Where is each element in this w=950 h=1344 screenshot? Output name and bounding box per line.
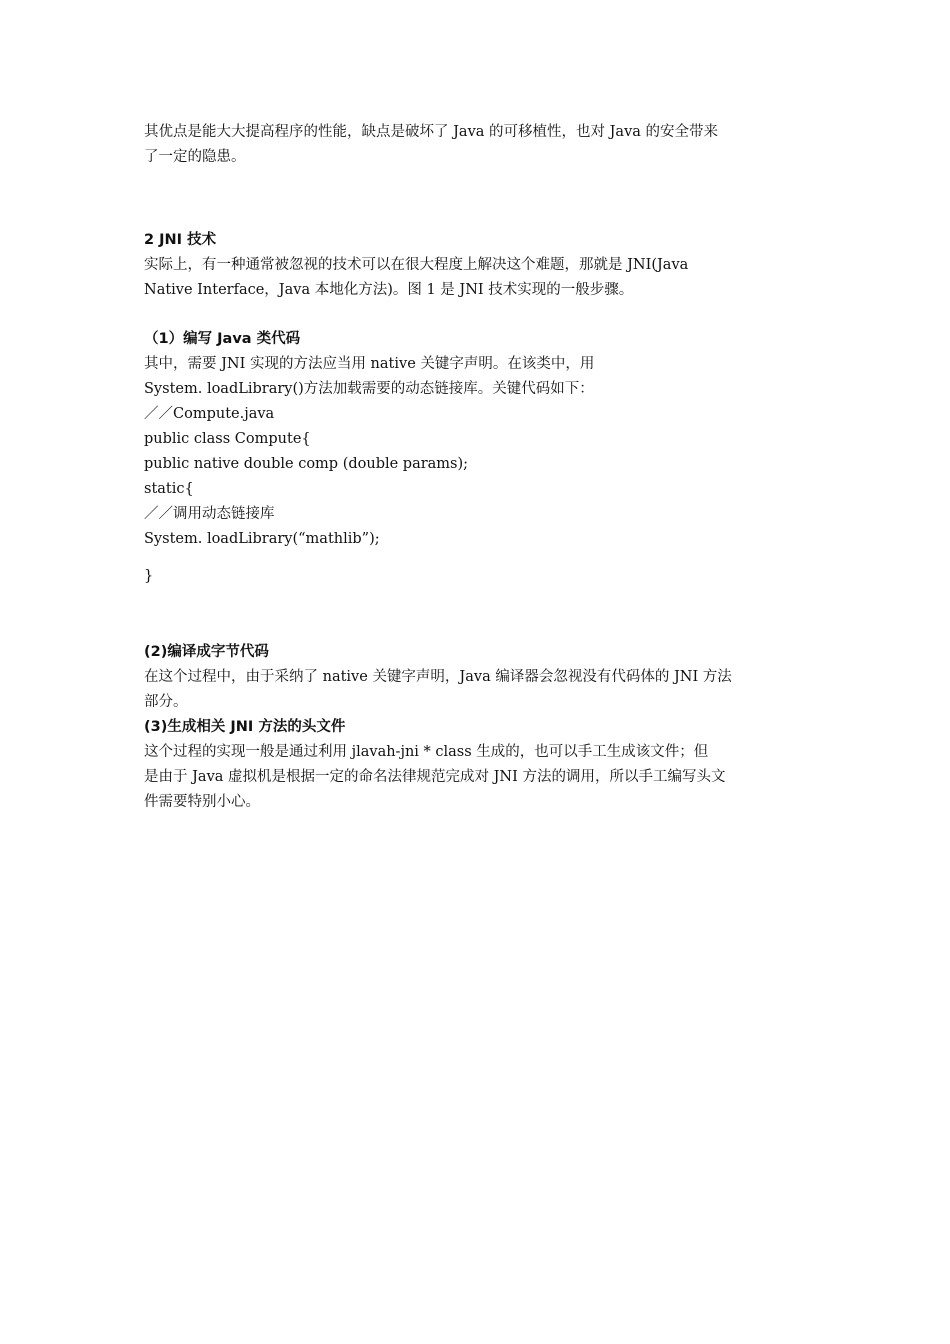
step-2-line-1: 在这个过程中，由于采纳了 native 关键字声明，Java 编译器会忽视没有代码体的 JNI 方法 [144, 669, 732, 685]
step-2-line-2: 部分。 [144, 694, 188, 710]
code-line-1: ／／Compute.java [144, 406, 275, 422]
step-1-heading: （1）编写 Java 类代码 [144, 331, 301, 347]
code-line-3: public native double comp (double params); [144, 456, 469, 472]
code-line-4: static{ [144, 481, 194, 497]
step-2-heading: (2)编译成字节代码 [144, 644, 269, 660]
step-3-line-3: 件需要特别小心。 [144, 794, 260, 810]
intro-line-2: 了一定的隐患。 [144, 149, 246, 165]
code-line-6: System. loadLibrary(“mathlib”); [144, 531, 380, 547]
step-1-line-1: 其中，需要 JNI 实现的方法应当用 native 关键字声明。在该类中，用 [144, 356, 595, 372]
section-2-heading: 2 JNI 技术 [144, 232, 217, 248]
code-line-5: ／／调用动态链接库 [144, 506, 275, 522]
step-1-line-2: System. loadLibrary()方法加载需要的动态链接库。关键代码如下： [144, 381, 594, 397]
step-3-line-2: 是由于 Java 虚拟机是根据一定的命名法律规范完成对 JNI 方法的调用，所以手工编写头文 [144, 769, 726, 785]
section-2-line-1: 实际上，有一种通常被忽视的技术可以在很大程度上解决这个难题，那就是 JNI(Java [144, 257, 689, 273]
intro-line-1: 其优点是能大大提高程序的性能，缺点是破坏了 Java 的可移植性，也对 Java 的安全带来 [144, 124, 719, 140]
code-line-2: public class Compute{ [144, 431, 311, 447]
step-3-line-1: 这个过程的实现一般是通过利用 jlavah-jni * class 生成的，也可以手工生成该文件；但 [144, 744, 709, 760]
code-line-7: } [144, 568, 154, 584]
section-2-line-2: Native Interface，Java 本地化方法)。图 1 是 JNI 技术实现的一般步骤。 [144, 282, 634, 298]
step-3-heading: (3)生成相关 JNI 方法的头文件 [144, 719, 346, 735]
document-page [144, 120, 814, 815]
